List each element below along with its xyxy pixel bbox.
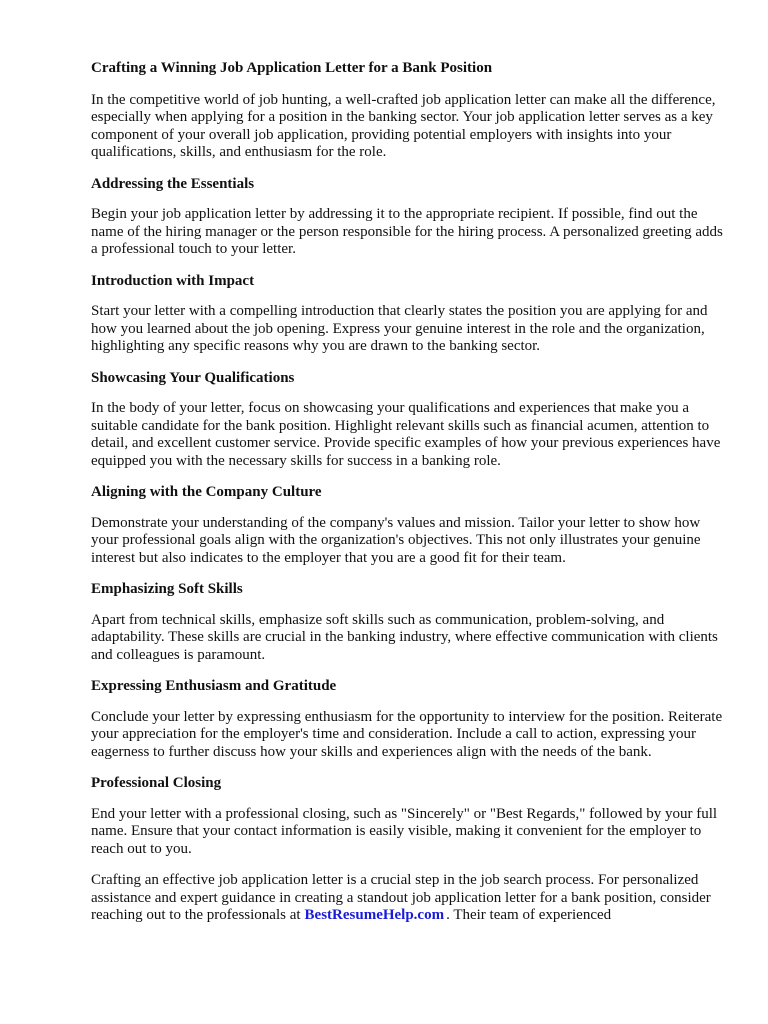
conclusion-text-continued: . Their team of experienced [446, 907, 612, 923]
document-title: Crafting a Winning Job Application Letter for a Bank Position [91, 60, 493, 76]
section-body-culture: Demonstrate your understanding of the company's values and mission. Tailor your letter to show how your professional goals align with the organization's objectives. This not only illustrates your genuine interest but also indicates to the employer that you are a good fit for their team. [91, 514, 701, 566]
section-body-closing: End your letter with a professional closing, such as "Sincerely" or "Best Regards," followed by your full name. Ensure that your contact information is easily visible, making it convenient for the employer to reach out to you. [91, 805, 718, 857]
section-heading-addressing: Addressing the Essentials [91, 175, 255, 192]
section-body-enthusiasm: Conclude your letter by expressing enthusiasm for the opportunity to interview for the position. Reiterate your appreciation for the employer's time and consideration. Include a call to action, expressing your eagerness to further discuss how your skills and experiences align with the needs of the bank. [91, 708, 723, 760]
section-body-soft-skills: Apart from technical skills, emphasize soft skills such as communication, problem-solving, and adaptability. These skills are crucial in the banking industry, where effective communication with clients and colleagues is paramount. [91, 611, 718, 663]
document-page [91, 60, 727, 939]
section-heading-introduction: Introduction with Impact [91, 272, 255, 289]
section-body-addressing: Begin your job application letter by addressing it to the appropriate recipient. If possible, find out the name of the hiring manager or the person responsible for the hiring process. A personalized greeting adds a professional touch to your letter. [91, 206, 723, 257]
intro-paragraph: In the competitive world of job hunting, a well-crafted job application letter can make all the difference, especially when applying for a position in the banking sector. Your job application letter serves as a key component of your overall job application, providing potential employers with insights into your qualifications, skills, and enthusiasm for the role. [91, 91, 716, 160]
bestresumehelp-link[interactable]: BestResumeHelp.com [304, 907, 445, 923]
section-body-qualifications: In the body of your letter, focus on showcasing your qualifications and experiences that make you a suitable candidate for the bank position. Highlight relevant skills such as financial acumen, attention to detail, and excellent customer service. Provide specific examples of how your previous experiences have equipped you with the necessary skills for success in a banking role. [91, 400, 721, 469]
section-heading-culture: Aligning with the Company Culture [91, 484, 322, 500]
conclusion-text: Crafting an effective job application letter is a crucial step in the job search process. For personalized assistance and expert guidance in creating a standout job application letter for a bank position, consider reaching out to the professionals at [91, 872, 711, 923]
section-heading-enthusiasm: Expressing Enthusiasm and Gratitude [91, 678, 337, 694]
conclusion-paragraph [91, 872, 727, 925]
section-heading-closing: Professional Closing [91, 775, 222, 791]
section-body-introduction: Start your letter with a compelling introduction that clearly states the position you are applying for and how you learned about the job opening. Express your genuine interest in the role and the organization, highlighting any specific reasons why you are drawn to the banking sector. [91, 303, 708, 354]
section-heading-qualifications: Showcasing Your Qualifications [91, 369, 295, 386]
section-heading-soft-skills: Emphasizing Soft Skills [91, 581, 243, 597]
